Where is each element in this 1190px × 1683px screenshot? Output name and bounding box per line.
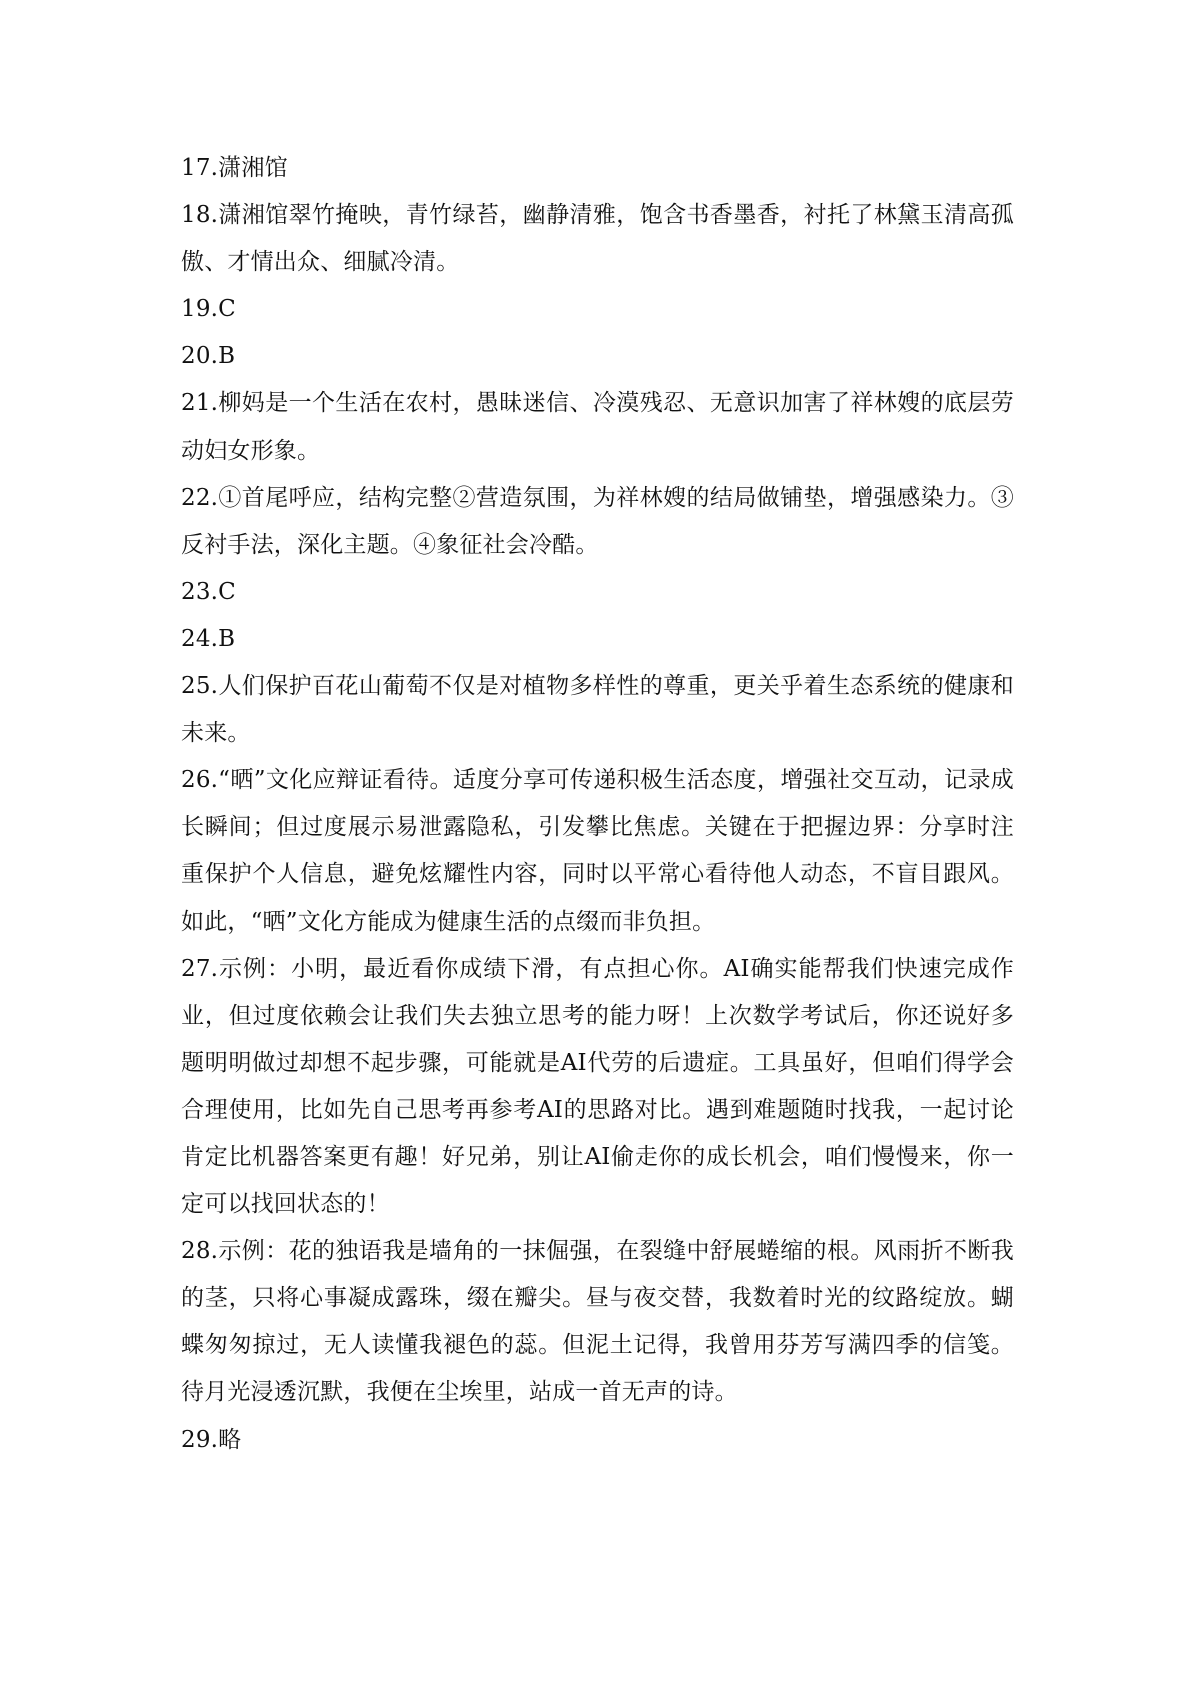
answer-28: 28.示例：花的独语我是墙角的一抹倔强，在裂缝中舒展蜷缩的根。风雨折不断我的茎，只将心事凝成露珠，缀在瓣尖。昼与夜交替，我数着时光的纹路绽放。蝴蝶匆匆掠过，无人读懂我褪色的蕊。但泥土记得，我曾用芬芳写满四季的信笺。待月光浸透沉默，我便在尘埃里，站成一首无声的诗。: [181, 1238, 1014, 1406]
answer-17: 17.潇湘馆: [181, 155, 288, 181]
answer-27: 27.示例：小明，最近看你成绩下滑，有点担心你。AI确实能帮我们快速完成作业，但过度依赖会让我们失去独立思考的能力呀！上次数学考试后，你还说好多题明明做过却想不起步骤，可能就是AI代劳的后遗症。工具虽好，但咱们得学会合理使用，比如先自己思考再参考AI的思路对比。遇到难题随时找我，一起讨论肯定比机器答案更有趣！好兄弟，别让AI偷走你的成长机会，咱们慢慢来，你一定可以找回状态的！: [181, 955, 1014, 1218]
answer-20: 20.B: [181, 343, 236, 370]
answer-list: [181, 145, 1014, 1464]
answer-29: 29.略: [181, 1426, 242, 1453]
answer-23: 23.C: [181, 578, 236, 605]
answer-25: 25.人们保护百花山葡萄不仅是对植物多样性的尊重，更关乎着生态系统的健康和未来。: [181, 673, 1014, 747]
answer-18: 18.潇湘馆翠竹掩映，青竹绿苔，幽静清雅，饱含书香墨香，衬托了林黛玉清高孤傲、才情出众、细腻冷清。: [181, 202, 1014, 276]
answer-21: 21.柳妈是一个生活在农村，愚昧迷信、冷漠残忍、无意识加害了祥林嫂的底层劳动妇女形象。: [181, 390, 1014, 464]
answer-24: 24.B: [181, 625, 236, 652]
answer-26: 26.“晒”文化应辩证看待。适度分享可传递积极生活态度，增强社交互动，记录成长瞬间；但过度展示易泄露隐私，引发攀比焦虑。关键在于把握边界：分享时注重保护个人信息，避免炫耀性内容，同时以平常心看待他人动态，不盲目跟风。如此，“晒”文化方能成为健康生活的点缀而非负担。: [181, 767, 1014, 935]
answer-19: 19.C: [181, 296, 236, 323]
answer-22: 22.①首尾呼应，结构完整②营造氛围，为祥林嫂的结局做铺垫，增强感染力。③反衬手法，深化主题。④象征社会冷酷。: [181, 484, 1014, 558]
